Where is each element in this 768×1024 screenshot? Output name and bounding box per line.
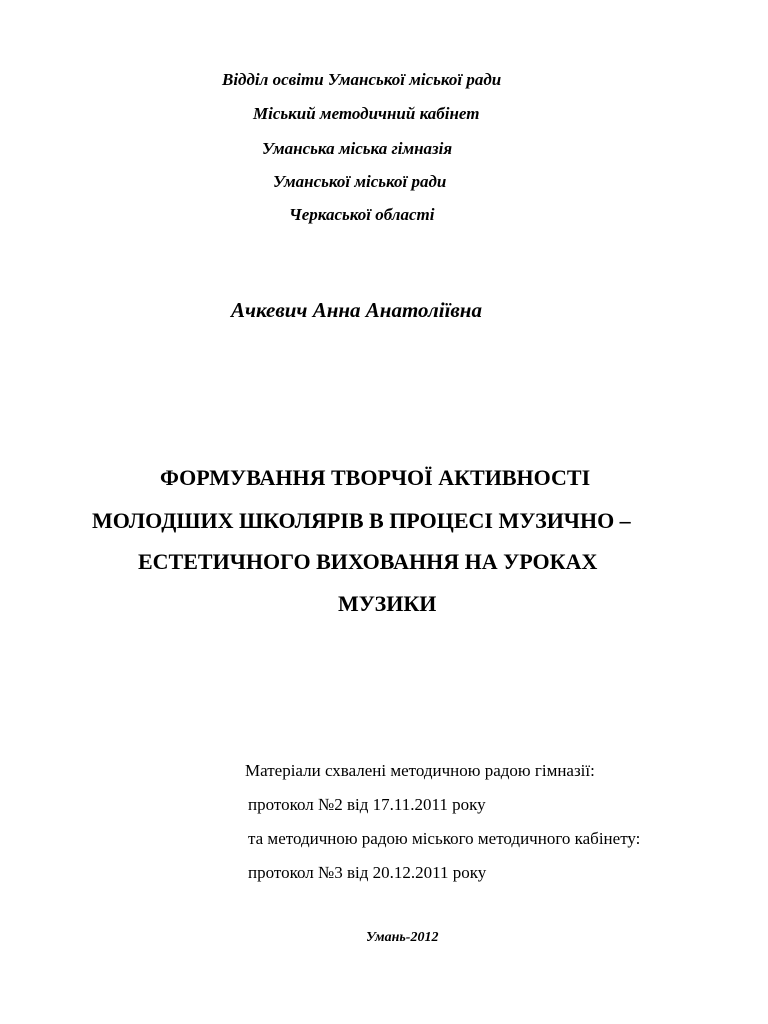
header-line-department: Відділ освіти Уманської міської ради	[222, 70, 502, 89]
materials-line-cabinet: та методичною радою міського методичного кабінету:	[248, 829, 641, 848]
author-name: Ачкевич Анна Анатоліївна	[231, 298, 482, 322]
header-line-cabinet: Міський методичний кабінет	[253, 104, 480, 123]
title-line-1: ФОРМУВАННЯ ТВОРЧОЇ АКТИВНОСТІ	[160, 465, 591, 490]
title-line-4: МУЗИКИ	[338, 591, 437, 616]
header-line-gymnasium: Уманська міська гімназія	[262, 139, 453, 158]
header-line-region: Черкаської області	[289, 205, 435, 224]
header-line-council: Уманської міської ради	[273, 172, 447, 191]
title-line-3: ЕСТЕТИЧНОГО ВИХОВАННЯ НА УРОКАХ	[138, 549, 598, 574]
title-line-2: МОЛОДШИХ ШКОЛЯРІВ В ПРОЦЕСІ МУЗИЧНО –	[92, 508, 631, 533]
materials-line-protocol-3: протокол №3 від 20.12.2011 року	[248, 863, 487, 882]
footer-city-year: Умань-2012	[366, 930, 439, 945]
materials-line-protocol-2: протокол №2 від 17.11.2011 року	[248, 795, 486, 814]
materials-line-approved: Матеріали схвалені методичною радою гімназії:	[245, 761, 595, 780]
